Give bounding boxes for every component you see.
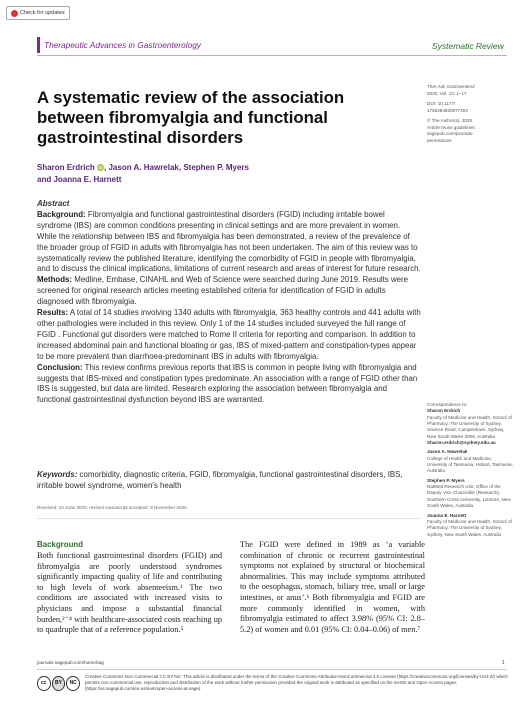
abstract-methods-label: Methods: [37,275,73,285]
update-icon [11,10,18,17]
abstract-background-label: Background: [37,209,86,219]
corr-name-2: Jason A. Hawrelak [427,449,468,455]
keywords-text: comorbidity, diagnostic criteria, FGID, fibromyalgia, functional gastrointestinal disorders, IBS, irritable bowel syndrome, women's health [37,470,403,490]
author-others[interactable]: , Jason A. Hawrelak, Stephen P. Myers [104,163,249,172]
corr-affiliation-3: NatMed Research Unit, Office of the Deputy Vice Chancellor (Research), Southern Cross University, Lismore, New South Wales, Australia [427,484,511,509]
cc-license-badge[interactable] [37,675,80,692]
journal-url[interactable]: journals.sagepub.com/home/tag [37,660,104,665]
meta-doi-label: DOI: 10.1177/ [427,101,456,106]
meta-copyright: © The Author(s), 2020. [427,118,474,123]
corr-name-4: Joanna E. Harnett [427,512,467,518]
meta-doi: 1756284820977402 [427,107,468,113]
author-harnett[interactable]: and Joanna E. Harnett [37,175,122,184]
keywords [37,469,421,491]
corr-affiliation-4: Faculty of Medicine and Health, School of Pharmacy, The University of Sydney, Sydney, New South Wales, Australia [427,518,512,537]
abstract-results-text: A total of 14 studies involving 1340 adults with fibromyalgia, 363 healthy controls and 441 adults with other pathologies were included in this review. Only 1 of the 14 studies included surveyed the full range of FGID . Functional gut disorders were matched to Rome II criteria for reporting and comparison. In addition to increased abdominal pain and functional bloating or gas, IBS of mixed-pattern and constipation-types appear to be more prevalent than diarrhoea-predominant IBS in adults with fibromyalgia. [37,308,421,361]
cc-by-icon: BY [52,676,66,691]
author-erdrich[interactable]: Sharon Erdrich [37,163,95,172]
meta-volume: 2020, Vol. 13: 1–17 [427,90,467,96]
abstract-methods-text: Medline, Embase, CINAHL and Web of Science were searched during June 2019. Results were screened for original research articles meeting established criteria for identification of FGID in adults diagnosed with fibromyalgia. [37,275,409,307]
abstract-results-label: Results: [37,308,69,318]
check-for-updates-badge[interactable] [6,6,70,20]
keywords-label: Keywords: [37,470,78,479]
abstract-methods [37,275,421,308]
page-number: 1 [502,660,505,666]
abstract-conclusion-label: Conclusion: [37,362,83,372]
article-title: A systematic review of the association between fibromyalgia and functional gastrointestinal disorders [37,88,345,147]
abstract-conclusion-text: This review confirms previous reports that IBS is common in people living with fibromyalgia and suggests that IBS-mixed and constipation types predominate. An association with a range of FGID other than IBS is suggested, but data are limited. Research exploring the association between fibromyalgia and functional gastrointestinal dysfunction beyond IBS are warranted. [37,362,418,405]
corr-email[interactable]: Sharon.erdrich@sydney.edu.au [427,440,496,446]
abstract-background [37,210,421,275]
meta-journal-abbrev: Ther Adv Gastroenterol [427,84,475,89]
corr-affiliation-2: College of Health and Medicine, University of Tasmania, Hobart, Tasmania, Australia [427,455,513,474]
cc-nc-icon: NC [66,676,80,691]
meta-reuse: Article reuse guidelines: [427,124,476,130]
meta-reuse-url: sagepub.com/journals- [427,131,474,136]
abstract-conclusion [37,363,421,407]
article-type: Systematic Review [432,41,504,51]
header-divider [37,55,507,56]
abstract-divider [37,518,421,519]
cc-icon: cc [37,676,51,691]
corr-name-1: Sharon Erdrich [427,408,461,414]
check-for-updates-label: Check for updates [20,10,65,16]
corr-name-3: Stephen P. Myers [427,477,465,483]
footer-divider [37,669,507,670]
corr-affiliation-1: Faculty of Medicine and Health, School of Pharmacy, The University of Sydney, Science Road, Camperdown, Sydney, New South Wales 2006, Australia [427,414,512,439]
body-column-2: The FGID were defined in 1989 as ‘a variable combination of chronic or recurrent gastrointestinal symptoms not explained by structural or biochemical abnormalities. This may include symptoms attributed to the oesophagus, stomach, biliary tree, small or large intestines, or anus’.⁶ Both fibromyalgia and FGID are more commonly identified in women, with fibromyalgia estimated to affect 3.98% (95% CI: 2.8–5.2) of women and 0.01 (95% CI: 0.04–0.06) of men.⁷ [240,540,425,634]
abstract-results [37,308,421,363]
orcid-icon[interactable]: iD [98,165,103,170]
author-list [37,162,377,186]
article-meta [427,84,512,144]
journal-accent-bar [37,37,40,53]
license-text: Creative Commons Non Commercial CC BY-NC: This article is distributed under the terms of the Creative Commons Attribution-NonCommercial 4.0 License (https://creativecommons.org/licenses/by-nc/4.0/) which permits non-commercial use, reproduction and distribution of the work without further permission provided the original work is attributed as specified on the SAGE and Open Access pages (https://us.sagepub.com/en-us/nam/open-access-at-sage). [85,674,508,691]
journal-name: Therapeutic Advances in Gastroenterology [44,40,201,50]
body-column-1: Both functional gastrointestinal disorders (FGID) and fibromyalgia are poorly understood syndromes significantly impacting quality of life and contributing to high levels of work absenteeism.¹ The two conditions are associated with increased visits to physicians and impose a substantial financial burden,²⁻⁴ with healthcare-associated costs reaching up to quadruple that of a reference population.⁵ [37,551,222,635]
received-dates: Received: 24 June 2020; revised manuscript accepted: 9 November 2020. [37,505,188,510]
background-heading: Background [37,540,84,549]
meta-reuse-url-2: permissions [427,137,452,143]
corr-intro: Correspondence to: [427,402,468,407]
abstract [37,199,421,406]
abstract-background-text: Fibromyalgia and functional gastrointestinal disorders (FGID) including irritable bowel syndrome (IBS) are common conditions presenting in clinical settings and are more prevalent in women. While the relationship between IBS and fibromyalgia has been demonstrated, a review of the prevalence of the broader group of FGID in adults with fibromyalgia has not been undertaken. The aim of this review was to systematically review the published literature, identifying the comorbidity of FGID in people with fibromyalgia, and to discuss the clinical implications, limitations of current research and areas of interest for future research. [37,209,421,274]
abstract-heading: Abstract [37,199,70,208]
correspondence [427,402,513,538]
